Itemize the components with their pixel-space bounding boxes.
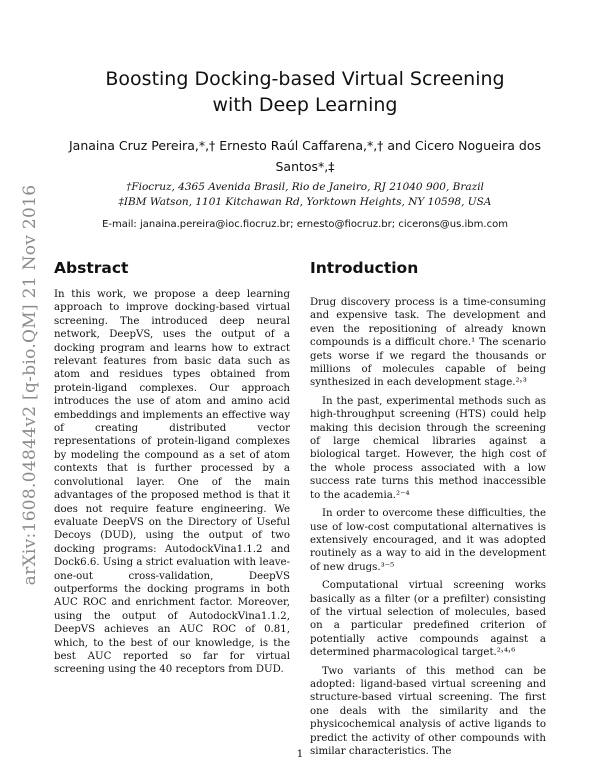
title-line-2: with Deep Learning [212, 94, 398, 116]
abstract-section [54, 258, 290, 677]
affiliation-fiocruz: †Fiocruz, 4365 Avenida Brasil, Rio de Janeiro, RJ 21040 900, Brazil [126, 181, 484, 193]
affiliation-ibm: ‡IBM Watson, 1101 Kitchawan Rd, Yorktown Heights, NY 10598, USA [118, 196, 492, 208]
authors-line-2: Santos*,‡ [275, 159, 335, 174]
page-number: 1 [296, 748, 304, 760]
introduction-heading: Introduction [310, 259, 419, 277]
intro-paragraph: Drug discovery process is a time-consuming and expensive task. The development and even the repositioning of already known compounds is a difficult chore.¹ The scenario gets worse if we regard the thousands or millions of molecules capable of being synthesized in each development stage.²˒³ [310, 297, 546, 389]
abstract-heading: Abstract [54, 259, 129, 277]
abstract-text: In this work, we propose a deep learning approach to improve docking-based virtual screening. The introduced deep neural network, DeepVS, uses the output of a docking program and learns how to extract relevant features from basic data such as atom and residues types obtained from protein-ligand complexes. Our approach introduces the use of atom and amino acid embeddings and implements an effective way of creating distributed vector representations of protein-ligand complexes by modeling the compound as a set of atom contexts that is further processed by a convolutional layer. One of the main advantages of the proposed method is that it does not require feature engineering. We evaluate DeepVS on the Directory of Useful Decoys (DUD), using the output of two docking programs: AutodockVina1.1.2 and Dock6.6. Using a strict evaluation with leave-one-out cross-validation, DeepVS outperforms the docking programs in both AUC ROC and enrichment factor. Moreover, using the output of AutodockVina1.1.2, DeepVS achieves an AUC ROC of 0.81, which, to the best of our knowledge, is the best AUC reported so far for virtual screening using the 40 receptors from DUD. [54, 289, 290, 676]
intro-paragraph: In order to overcome these difficulties, the use of low-cost computational alternatives is extensively encouraged, and it was adopted routinely as a way to aid in the development of new drugs.³⁻⁵ [310, 508, 546, 573]
intro-paragraph: Two variants of this method can be adopted: ligand-based virtual screening and structure-based virtual screening. The first one deals with the similarity and the physicochemical analysis of active ligands to predict the activity of other compounds with similar characteristics. The [310, 665, 546, 757]
introduction-section [310, 258, 546, 758]
intro-paragraph: Computational virtual screening works basically as a filter (or a prefilter) consisting of the virtual selection of molecules, based on a particular predefined criterion of potentially active compounds against a determined pharmacological target.²˒⁴˒⁶ [310, 580, 546, 659]
contact-emails: E-mail: janaina.pereira@ioc.fiocruz.br; ernesto@fiocruz.br; cicerons@us.ibm.com [102, 219, 508, 230]
arxiv-sidebar-stamp [10, 175, 50, 595]
authors-line-1: Janaina Cruz Pereira,*,† Ernesto Raúl Caffarena,*,† and Cicero Nogueira dos [68, 138, 542, 153]
affiliations [60, 180, 550, 210]
paper-title [60, 66, 550, 118]
arxiv-identifier[interactable]: arXiv:1608.04844v2 [q-bio.QM] 21 Nov 2016 [20, 184, 40, 586]
title-line-1: Boosting Docking-based Virtual Screening [105, 68, 505, 90]
intro-paragraph: In the past, experimental methods such as high-throughput screening (HTS) could help making this decision through the screening of large chemical libraries against a biological target. However, the high cost of the whole process associated with a low success rate turns this method inaccessible to the academia.²⁻⁴ [310, 395, 546, 501]
author-list [60, 135, 550, 177]
